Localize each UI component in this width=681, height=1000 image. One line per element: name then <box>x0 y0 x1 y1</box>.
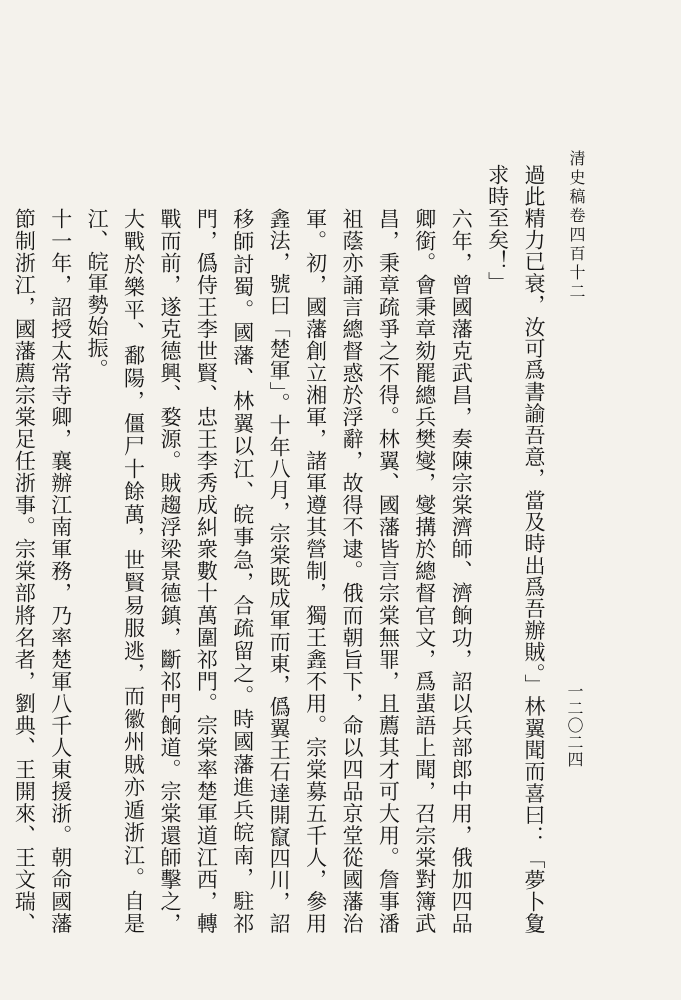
page-number: 一二〇二四 <box>565 683 584 768</box>
paragraph-2: 六年，曾國藩克武昌，奏陳宗棠濟師、濟餉功，詔以兵部郎中用，俄加四品卿銜。會秉章劾罷總兵樊燮，燮搆於總督官文，爲蜚語上聞，召宗棠對簿武昌，秉章疏爭之不得。林翼、國藩皆言宗棠無罪，且薦其才可大用。詹事潘祖蔭亦誦言總督惑於浮辭，故得不逮。俄而朝旨下，命以四品京堂從國藩治軍。初，國藩創立湘軍，諸軍遵其營制，獨王錱不用。宗棠募五千人，參用錱法，號曰「楚軍」。十年八月，宗棠既成軍而東，僞翼王石達開竄四川，詔移師討蜀。國藩、林翼以江、皖事急，合疏留之。時國藩進兵皖南，駐祁門，僞侍王李世賢、忠王李秀成糾衆數十萬圍祁門。宗棠率楚軍道江西，轉戰而前，遂克德興、婺源。賊趨浮梁景德鎮，斷祁門餉道。宗棠還師擊之，大戰於樂平、鄱陽，僵尸十餘萬，世賢易服逃，而徽州賊亦遁浙江。自是江、皖軍勢始振。 <box>85 208 474 934</box>
running-head: 清史稿卷四百十二 <box>567 150 586 302</box>
paragraph-1: 過此精力已衰，汝可爲書諭吾意，當及時出爲吾辦賊。」林翼聞而喜曰：「夢卜夐求時至矣！」 <box>485 164 546 934</box>
paragraph-3: 十一年，詔授太常寺卿，襄辦江南軍務，乃率楚軍八千人東援浙。朝命國藩節制浙江，國藩薦宗棠足任浙事。宗棠部將名者，劉典、王開來、王文瑞、 <box>12 208 73 934</box>
body-text <box>12 164 552 934</box>
